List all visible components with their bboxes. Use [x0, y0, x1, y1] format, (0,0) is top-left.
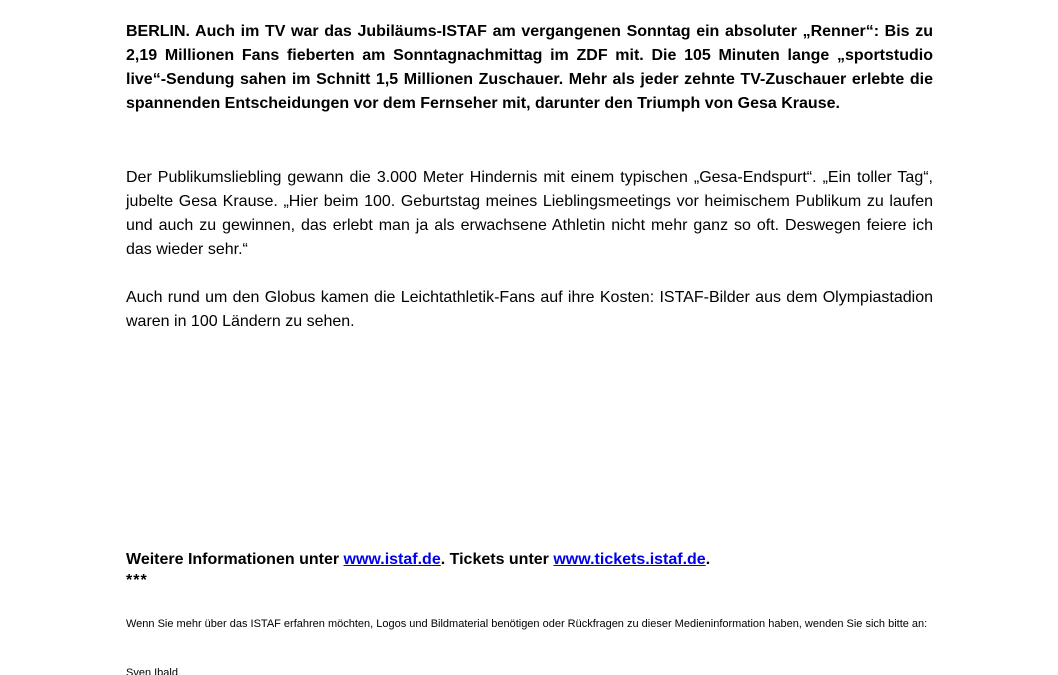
- info-line: [126, 548, 710, 572]
- info-middle: . Tickets unter: [440, 551, 554, 568]
- istaf-link[interactable]: www.istaf.de: [343, 551, 441, 568]
- info-prefix: Weitere Informationen unter: [126, 551, 344, 568]
- separator-stars: ***: [126, 572, 148, 589]
- global-coverage-paragraph: Auch rund um den Globus kamen die Leichtathletik-Fans auf ihre Kosten: ISTAF-Bilder aus dem Olympiastadion waren in 100 Ländern zu sehen.: [126, 289, 933, 330]
- contact-text: Wenn Sie mehr über das ISTAF erfahren möchten, Logos und Bildmaterial benötigen oder Rückfragen zu dieser Medieninformation haben, wenden Sie sich bitte an:: [126, 618, 928, 630]
- info-suffix: .: [705, 551, 711, 568]
- tickets-link[interactable]: www.tickets.istaf.de: [553, 551, 706, 568]
- lead-paragraph: BERLIN. Auch im TV war das Jubiläums-ISTAF am vergangenen Sonntag ein absoluter „Renner“: Bis zu 2,19 Millionen Fans fieberten am Sonntagnachmittag im ZDF mit. Die 105 Minuten lange „sportstudio live“-Sendung sahen im Schnitt 1,5 Millionen Zuschauer. Mehr als jeder zehnte TV-Zuschauer erlebte die spannenden Entscheidungen vor dem Fernseher mit, darunter den Triumph von Gesa Krause.: [126, 23, 933, 112]
- quote-paragraph: Der Publikumsliebling gewann die 3.000 Meter Hindernis mit einem typischen „Gesa-Endspurt“. „Ein toller Tag“, jubelte Gesa Krause. „Hier beim 100. Geburtstag meines Lieblingsmeetings vor heimischem Publikum zu laufen und auch zu gewinnen, das erlebt man ja als erwachsene Athletin nicht mehr ganz so oft. Deswegen feiere ich das wieder sehr.“: [126, 169, 933, 258]
- contact-name: Sven Ibald: [126, 667, 178, 675]
